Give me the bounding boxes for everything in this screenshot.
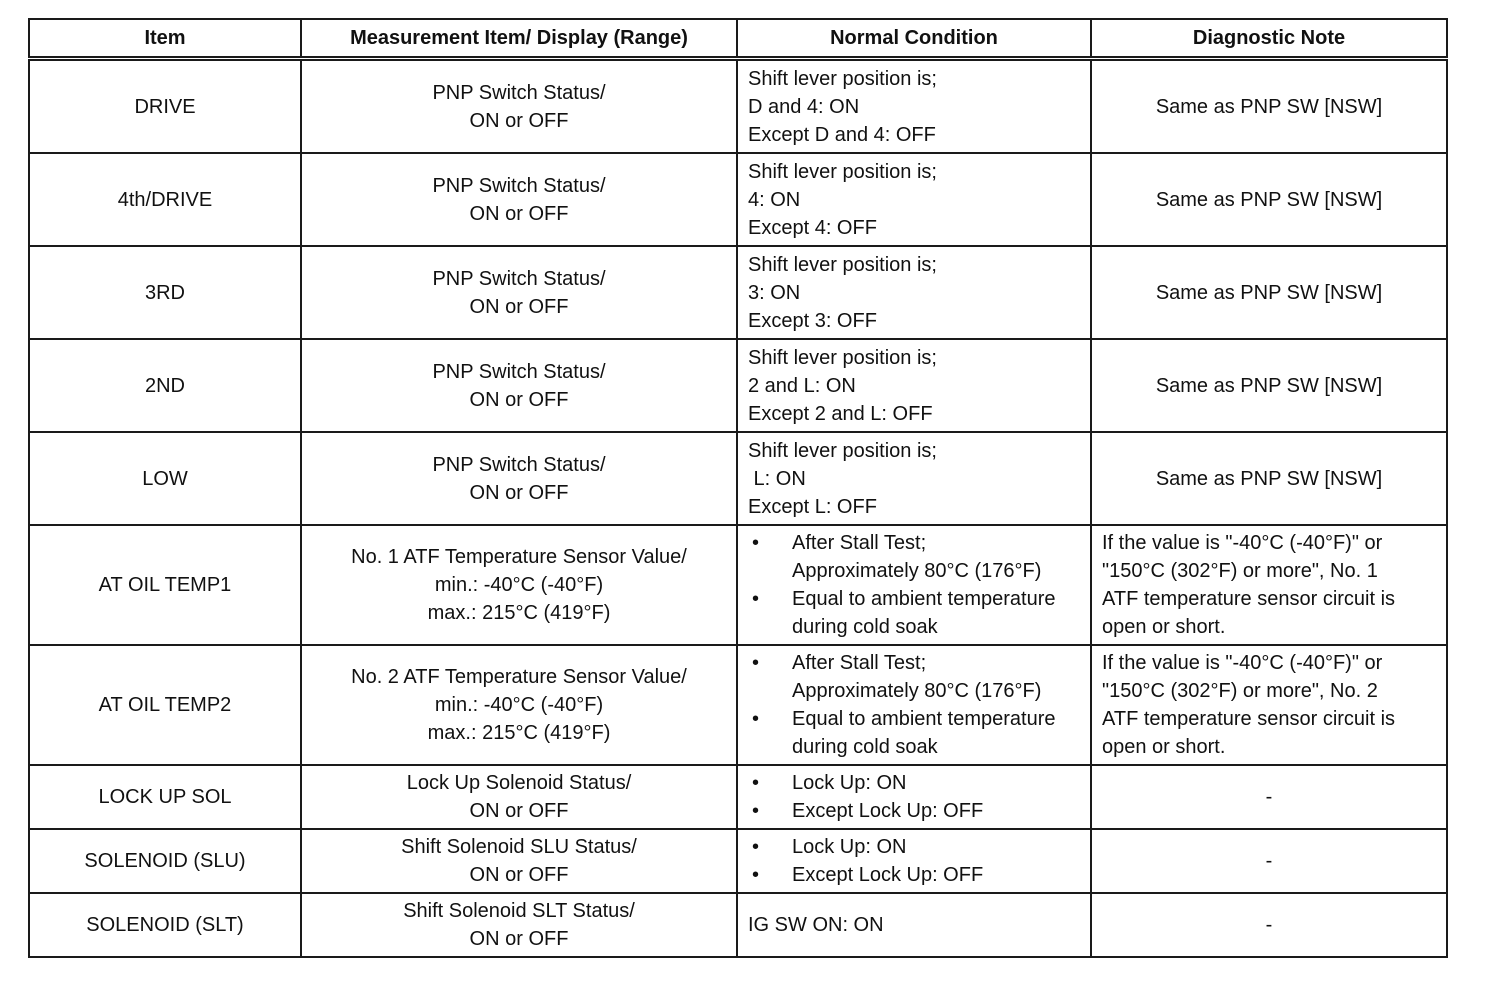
header-measurement: Measurement Item/ Display (Range) — [301, 19, 737, 59]
table-row — [29, 893, 1447, 957]
table-row — [29, 645, 1447, 765]
bullet-text: Lock Up: ON — [792, 836, 907, 858]
bullet-text: Equal to ambient temperature — [792, 708, 1056, 730]
measurement-cell — [301, 525, 737, 645]
bullet-item — [748, 585, 1080, 641]
bullet-text: Approximately 80°C (176°F) — [792, 560, 1042, 582]
measurement-line: ON or OFF — [469, 295, 569, 318]
bullet-text: Equal to ambient temperature — [792, 588, 1056, 610]
measurement-line: No. 1 ATF Temperature Sensor Value/ — [351, 546, 687, 568]
normal-condition-cell — [737, 765, 1091, 829]
measurement-cell — [301, 765, 737, 829]
bullet-item — [748, 649, 1080, 705]
measurement-line: PNP Switch Status/ — [432, 453, 606, 476]
measurement-line: max.: 215°C (419°F) — [427, 602, 611, 624]
note-line: "150°C (302°F) or more", No. 1 — [1102, 560, 1378, 582]
diagnostic-note-cell: Same as PNP SW [NSW] — [1091, 339, 1447, 432]
diagnostic-note-cell: Same as PNP SW [NSW] — [1091, 432, 1447, 525]
table-row — [29, 246, 1447, 339]
normal-line: Shift lever position is; — [748, 160, 937, 183]
normal-line: Shift lever position is; — [748, 346, 937, 369]
bullet-glyph: • — [752, 588, 760, 610]
measurement-line: Lock Up Solenoid Status/ — [406, 772, 632, 794]
table-header-row — [29, 19, 1447, 59]
normal-line: Shift lever position is; — [748, 67, 937, 90]
measurement-cell — [301, 339, 737, 432]
measurement-line: PNP Switch Status/ — [432, 174, 606, 197]
header-item: Item — [29, 19, 301, 59]
note-line: open or short. — [1102, 616, 1226, 638]
bullet-item — [748, 797, 1080, 825]
bullet-text: Except Lock Up: OFF — [792, 864, 984, 886]
item-cell: 4th/DRIVE — [29, 153, 301, 246]
measurement-cell — [301, 153, 737, 246]
normal-condition-cell — [737, 432, 1091, 525]
item-cell: 3RD — [29, 246, 301, 339]
measurement-line: PNP Switch Status/ — [432, 81, 606, 104]
measurement-line: Shift Solenoid SLU Status/ — [401, 836, 637, 858]
diagnostic-note-cell: Same as PNP SW [NSW] — [1091, 59, 1447, 154]
item-cell: AT OIL TEMP2 — [29, 645, 301, 765]
normal-line: Except L: OFF — [748, 495, 877, 518]
table-row — [29, 59, 1447, 154]
diagnostic-note-cell: - — [1091, 765, 1447, 829]
bullet-item — [748, 833, 1080, 861]
bullet-glyph: • — [752, 772, 760, 794]
measurement-cell — [301, 59, 737, 154]
normal-line: 2 and L: ON — [748, 374, 856, 397]
measurement-line: PNP Switch Status/ — [432, 360, 606, 383]
measurement-line: Shift Solenoid SLT Status/ — [403, 900, 635, 922]
item-cell: LOW — [29, 432, 301, 525]
table-row — [29, 829, 1447, 893]
bullet-item — [748, 861, 1080, 889]
note-line: If the value is "-40°C (-40°F)" or — [1102, 652, 1383, 674]
normal-line: Shift lever position is; — [748, 439, 937, 462]
bullet-glyph: • — [752, 800, 760, 822]
diagnostic-note-cell: Same as PNP SW [NSW] — [1091, 246, 1447, 339]
bullet-text: Except Lock Up: OFF — [792, 800, 984, 822]
header-normal-condition: Normal Condition — [737, 19, 1091, 59]
bullet-item — [748, 705, 1080, 761]
normal-line: D and 4: ON — [748, 95, 860, 118]
measurement-line: ON or OFF — [469, 388, 569, 411]
bullet-item — [748, 769, 1080, 797]
note-line: ATF temperature sensor circuit is — [1102, 708, 1396, 730]
measurement-line: ON or OFF — [469, 202, 569, 225]
normal-line: Except D and 4: OFF — [748, 123, 936, 146]
measurement-line: min.: -40°C (-40°F) — [434, 574, 604, 596]
measurement-line: min.: -40°C (-40°F) — [434, 694, 604, 716]
note-line: ATF temperature sensor circuit is — [1102, 588, 1396, 610]
bullet-text: After Stall Test; — [792, 652, 927, 674]
table-row — [29, 525, 1447, 645]
bullet-glyph: • — [752, 708, 760, 730]
normal-condition-cell — [737, 153, 1091, 246]
diagnostic-note-cell: Same as PNP SW [NSW] — [1091, 153, 1447, 246]
table-row — [29, 153, 1447, 246]
bullet-text: during cold soak — [792, 616, 938, 638]
bullet-text: Approximately 80°C (176°F) — [792, 680, 1042, 702]
header-diagnostic-note: Diagnostic Note — [1091, 19, 1447, 59]
table-row — [29, 432, 1447, 525]
bullet-glyph: • — [752, 836, 760, 858]
normal-line: IG SW ON: ON — [748, 914, 884, 936]
normal-condition-cell — [737, 829, 1091, 893]
measurement-line: max.: 215°C (419°F) — [427, 722, 611, 744]
normal-condition-cell — [737, 645, 1091, 765]
measurement-line: ON or OFF — [469, 109, 569, 132]
normal-line: 4: ON — [748, 188, 801, 211]
measurement-line: ON or OFF — [469, 928, 569, 950]
normal-condition-cell — [737, 339, 1091, 432]
normal-line: Except 2 and L: OFF — [748, 402, 933, 425]
normal-line: 3: ON — [748, 281, 801, 304]
diagnostic-note-cell: - — [1091, 829, 1447, 893]
normal-line: Shift lever position is; — [748, 253, 937, 276]
diagnostic-note-cell — [1091, 525, 1447, 645]
measurement-cell — [301, 829, 737, 893]
bullet-text: Lock Up: ON — [792, 772, 907, 794]
item-cell: DRIVE — [29, 59, 301, 154]
note-line: "150°C (302°F) or more", No. 2 — [1102, 680, 1378, 702]
table-row — [29, 339, 1447, 432]
normal-condition-cell — [737, 246, 1091, 339]
item-cell: AT OIL TEMP1 — [29, 525, 301, 645]
bullet-text: After Stall Test; — [792, 532, 927, 554]
measurement-line: ON or OFF — [469, 800, 569, 822]
item-cell: SOLENOID (SLU) — [29, 829, 301, 893]
item-cell: 2ND — [29, 339, 301, 432]
normal-condition-cell — [737, 59, 1091, 154]
measurement-cell — [301, 893, 737, 957]
bullet-glyph: • — [752, 652, 760, 674]
measurement-cell — [301, 246, 737, 339]
diagnostic-data-table — [28, 18, 1448, 958]
measurement-line: No. 2 ATF Temperature Sensor Value/ — [351, 666, 687, 688]
normal-condition-cell — [737, 525, 1091, 645]
normal-line: Except 3: OFF — [748, 309, 877, 332]
bullet-glyph: • — [752, 532, 760, 554]
bullet-item — [748, 529, 1080, 585]
bullet-text: during cold soak — [792, 736, 938, 758]
bullet-glyph: • — [752, 864, 760, 886]
normal-line: L: ON — [748, 467, 806, 490]
table-row — [29, 765, 1447, 829]
item-cell: LOCK UP SOL — [29, 765, 301, 829]
diagnostic-note-cell: - — [1091, 893, 1447, 957]
normal-condition-cell — [737, 893, 1091, 957]
note-line: open or short. — [1102, 736, 1226, 758]
note-line: If the value is "-40°C (-40°F)" or — [1102, 532, 1383, 554]
measurement-line: ON or OFF — [469, 864, 569, 886]
item-cell: SOLENOID (SLT) — [29, 893, 301, 957]
measurement-cell — [301, 645, 737, 765]
normal-line: Except 4: OFF — [748, 216, 877, 239]
measurement-line: PNP Switch Status/ — [432, 267, 606, 290]
measurement-line: ON or OFF — [469, 481, 569, 504]
measurement-cell — [301, 432, 737, 525]
diagnostic-note-cell — [1091, 645, 1447, 765]
